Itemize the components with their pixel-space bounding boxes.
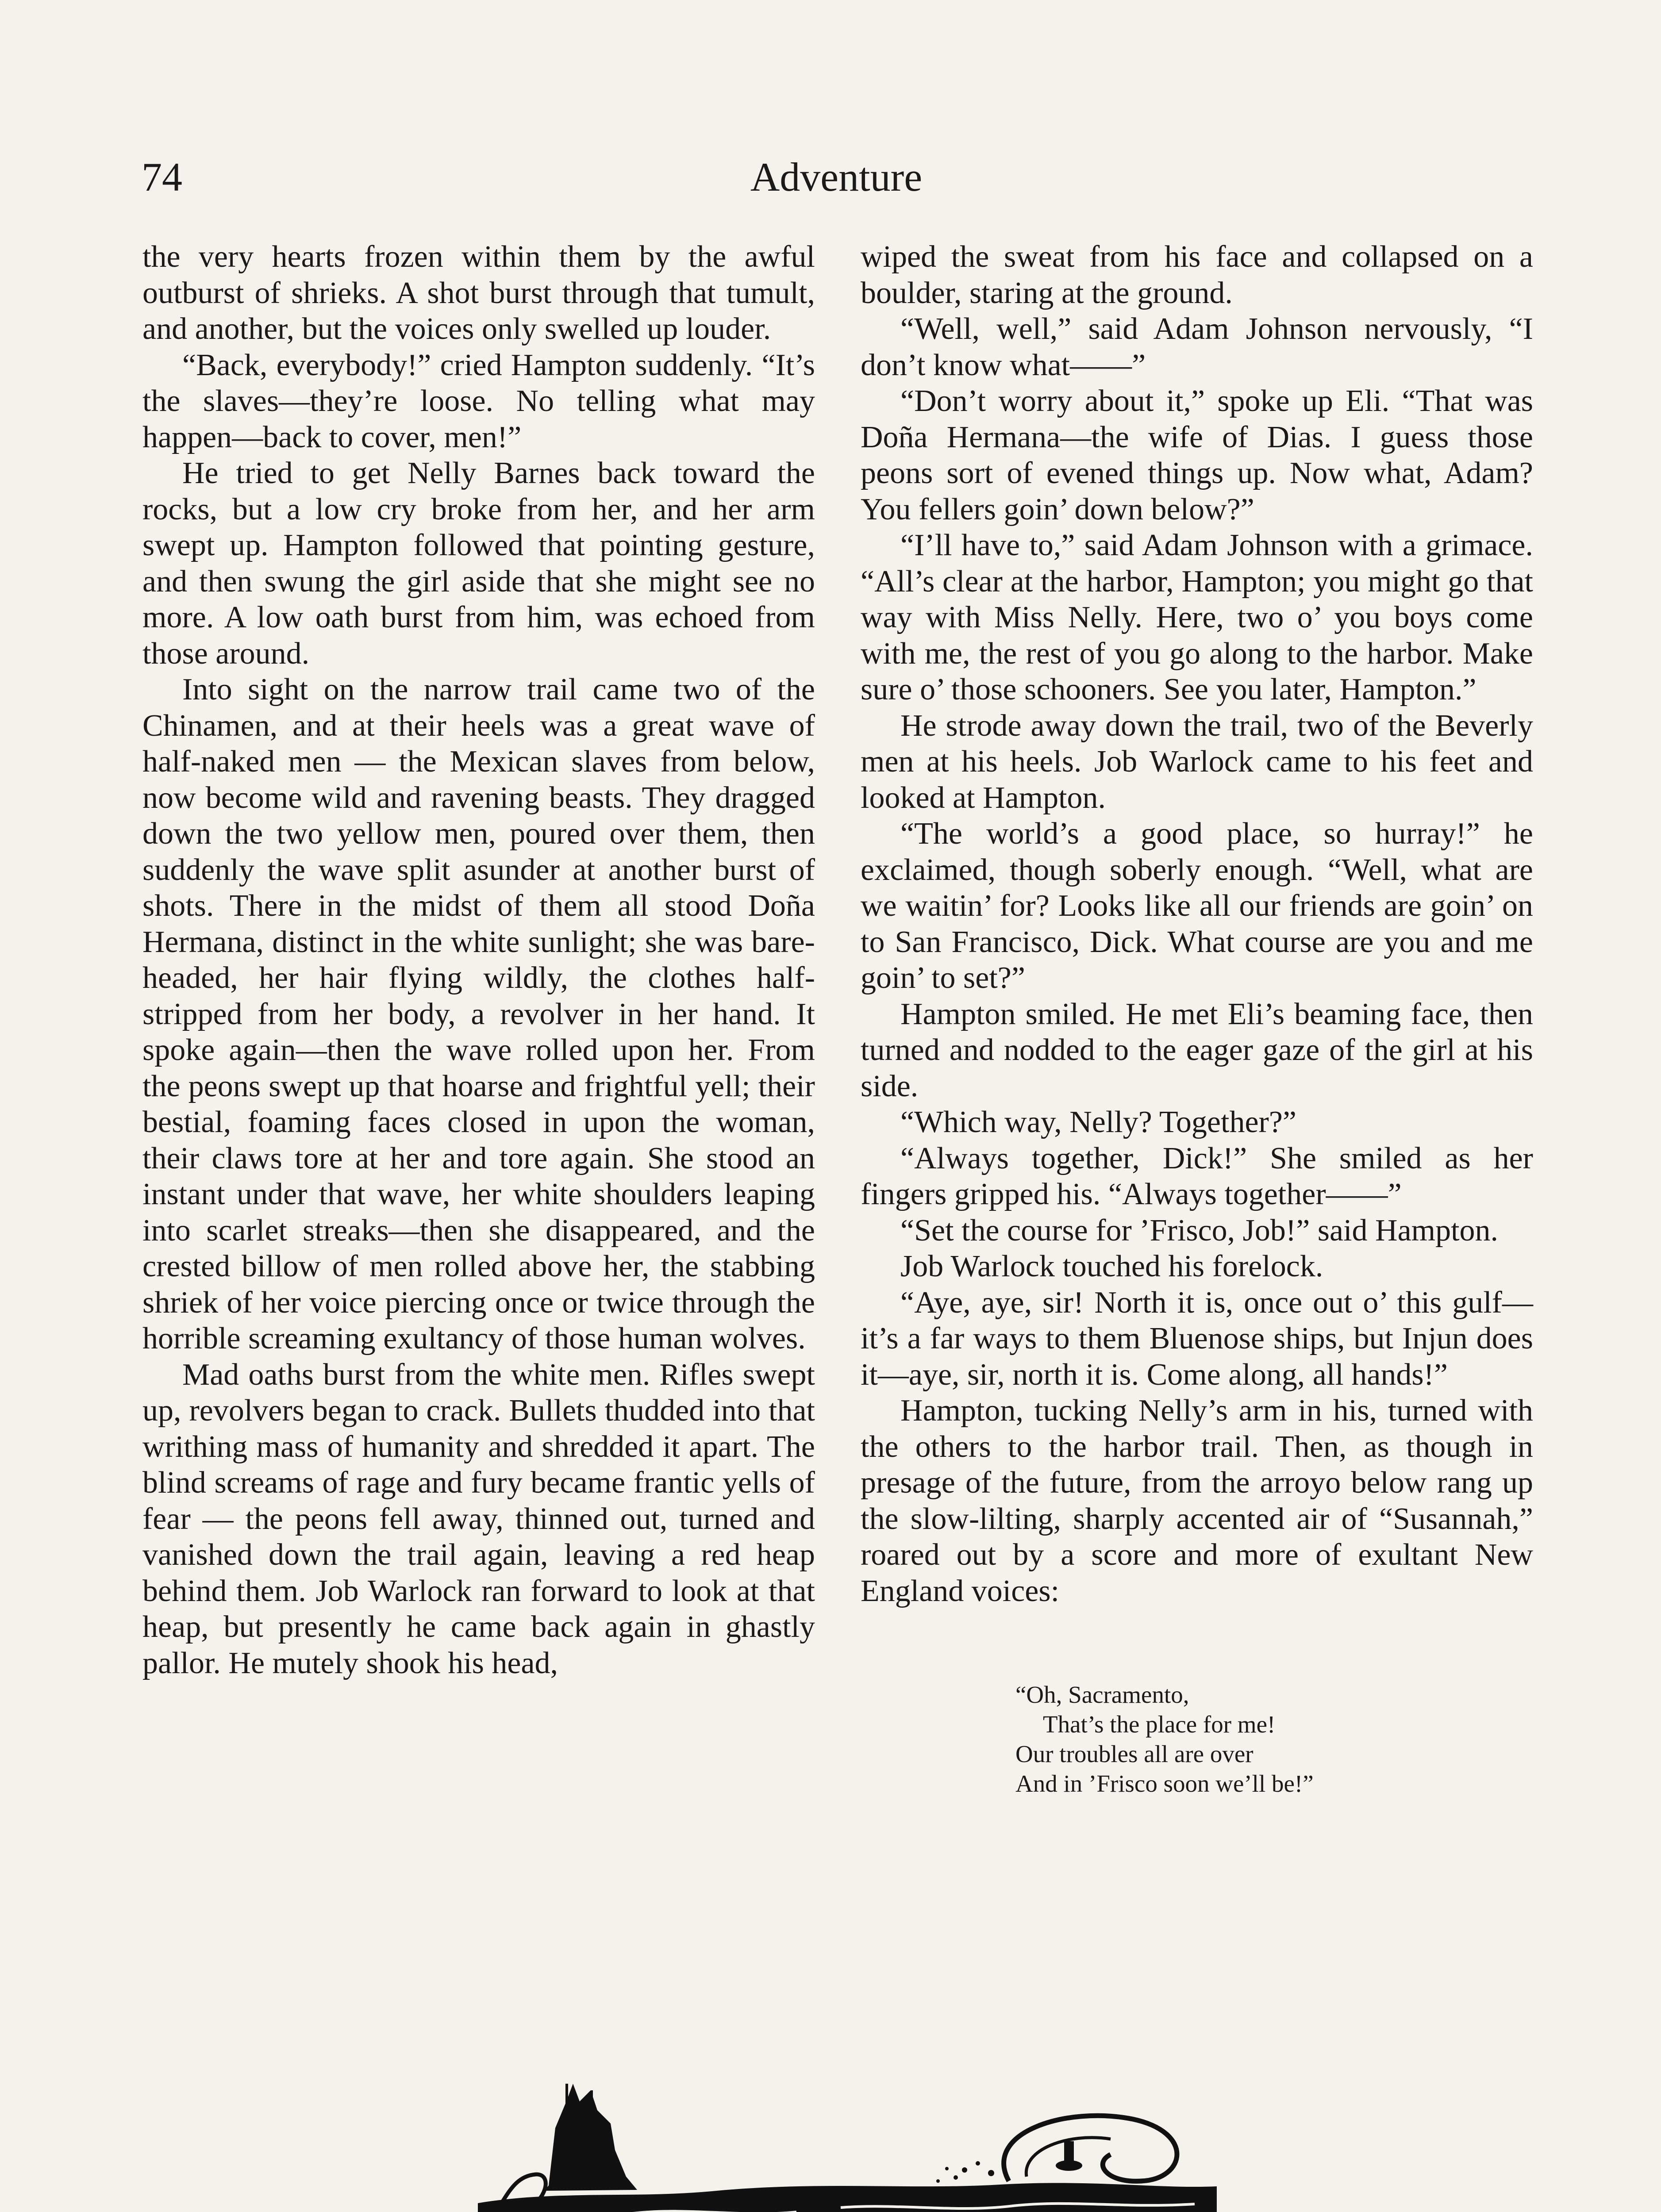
spray-dots [936, 2161, 1006, 2183]
page-header [142, 150, 1531, 212]
paragraph: Into sight on the narrow trail came two of the Chinamen, and at their heels was a great wave of half-naked men — the Mexican slaves from below, now become wild and ravening beasts. They dragged down the two yellow men, poured over them, then suddenly the wave split asunder at another burst of shots. There in the midst of them all stood Doña Hermana, distinct in the white sunlight; she was bare-headed, her hair flying wildly, the clothes half-stripped from her body, a revolver in her hand. It spoke again—then the wave rolled upon her. From the peons swept up that hoarse and frightful yell; their bestial, foaming faces closed in upon the woman, their claws tore at her and tore again. She stood an instant under that wave, her white shoulders leaping into scarlet streaks—then she disappeared, and the crested billow of men rolled above her, the stabbing shriek of her voice piercing once or twice through the horrible screaming exultancy of those human wolves. [142, 672, 815, 1356]
page-number: 74 [142, 154, 182, 200]
sea-ship-illustration [478, 2075, 1217, 2212]
paragraph: “The world’s a good place, so hurray!” he exclaimed, though soberly enough. “Well, what are we waitin’ for? Looks like all our friends are goin’ on to San Francisco, Dick. What course are you and me goin’ to set?” [861, 817, 1533, 995]
left-column [142, 239, 815, 1681]
spray-curl [1004, 2116, 1177, 2181]
paragraph: Hampton smiled. He met Eli’s beaming face, then turned and nodded to the eager gaze of the girl at his side. [861, 997, 1533, 1103]
paragraph: wiped the sweat from his face and collapsed on a boulder, staring at the ground. [861, 240, 1533, 310]
verse-line: That’s the place for me! [1043, 1711, 1276, 1738]
song-verse [1015, 1680, 1533, 1798]
paragraph: “Back, everybody!” cried Hampton suddenly. “It’s the slaves—they’re loose. No telling what may happen—back to cover, men!” [142, 348, 815, 454]
ship-sail-icon [544, 2084, 637, 2191]
paragraph: Job Warlock touched his forelock. [900, 1249, 1323, 1283]
paragraph: the very hearts frozen within them by the awful outburst of shrieks. A shot burst through that tumult, and another, but the voices only swelled up louder. [142, 240, 815, 346]
verse-line: “Oh, Sacramento, [1015, 1681, 1189, 1708]
running-title: Adventure [750, 154, 923, 200]
paragraph: He tried to get Nelly Barnes back toward the rocks, but a low cry broke from her, and her arm swept up. Hampton followed that pointing gesture, and then swung the girl aside that she might see no more. A low oath burst from him, was echoed from those around. [142, 456, 815, 671]
paragraph: “I’ll have to,” said Adam Johnson with a grimace. “All’s clear at the harbor, Hampton; you might go that way with Miss Nelly. Here, two o’ you boys come with me, the rest of you go along to the harbor. Make sure o’ those schooners. See you later, Hampton.” [861, 528, 1533, 707]
swimmer-icon [1056, 2141, 1082, 2171]
paragraph: “Well, well,” said Adam Johnson nervously, “I don’t know what——” [861, 312, 1533, 382]
verse-line: And in ’Frisco soon we’ll be!” [1015, 1770, 1314, 1797]
paragraph: Mad oaths burst from the white men. Rifles swept up, revolvers began to crack. Bullets thudded into that writhing mass of humanity and shredded it apart. The blind screams of rage and fury became frantic yells of fear — the peons fell away, thinned out, turned and vanished down the trail again, leaving a red heap behind them. Job Warlock ran forward to look at that heap, but presently he came back again in ghastly pallor. He mutely shook his head, [142, 1357, 815, 1680]
paragraph: He strode away down the trail, two of the Beverly men at his heels. Job Warlock came to his feet and looked at Hampton. [861, 708, 1533, 815]
paragraph: “Set the course for ’Frisco, Job!” said Hampton. [900, 1213, 1499, 1248]
paragraph: “Always together, Dick!” She smiled as her fingers gripped his. “Always together——” [861, 1141, 1533, 1211]
paragraph: “Aye, aye, sir! North it is, once out o’ this gulf—it’s a far ways to them Bluenose ships, but Injun does it—aye, sir, north it is. Come along, all hands!” [861, 1285, 1533, 1392]
paragraph: “Which way, Nelly? Together?” [900, 1105, 1296, 1139]
verse-line: Our troubles all are over [1015, 1740, 1253, 1767]
right-column [861, 239, 1533, 1798]
paragraph: “Don’t worry about it,” spoke up Eli. “That was Doña Hermana—the wife of Dias. I guess those peons sort of evened things up. Now what, Adam? You fellers goin’ down below?” [861, 384, 1533, 526]
paragraph: Hampton, tucking Nelly’s arm in his, turned with the others to the harbor trail. Then, as though in presage of the future, from the arroyo below rang up the slow-lilting, sharply accented air of “Susannah,” roared out by a score and more of exultant New England voices: [861, 1394, 1533, 1608]
